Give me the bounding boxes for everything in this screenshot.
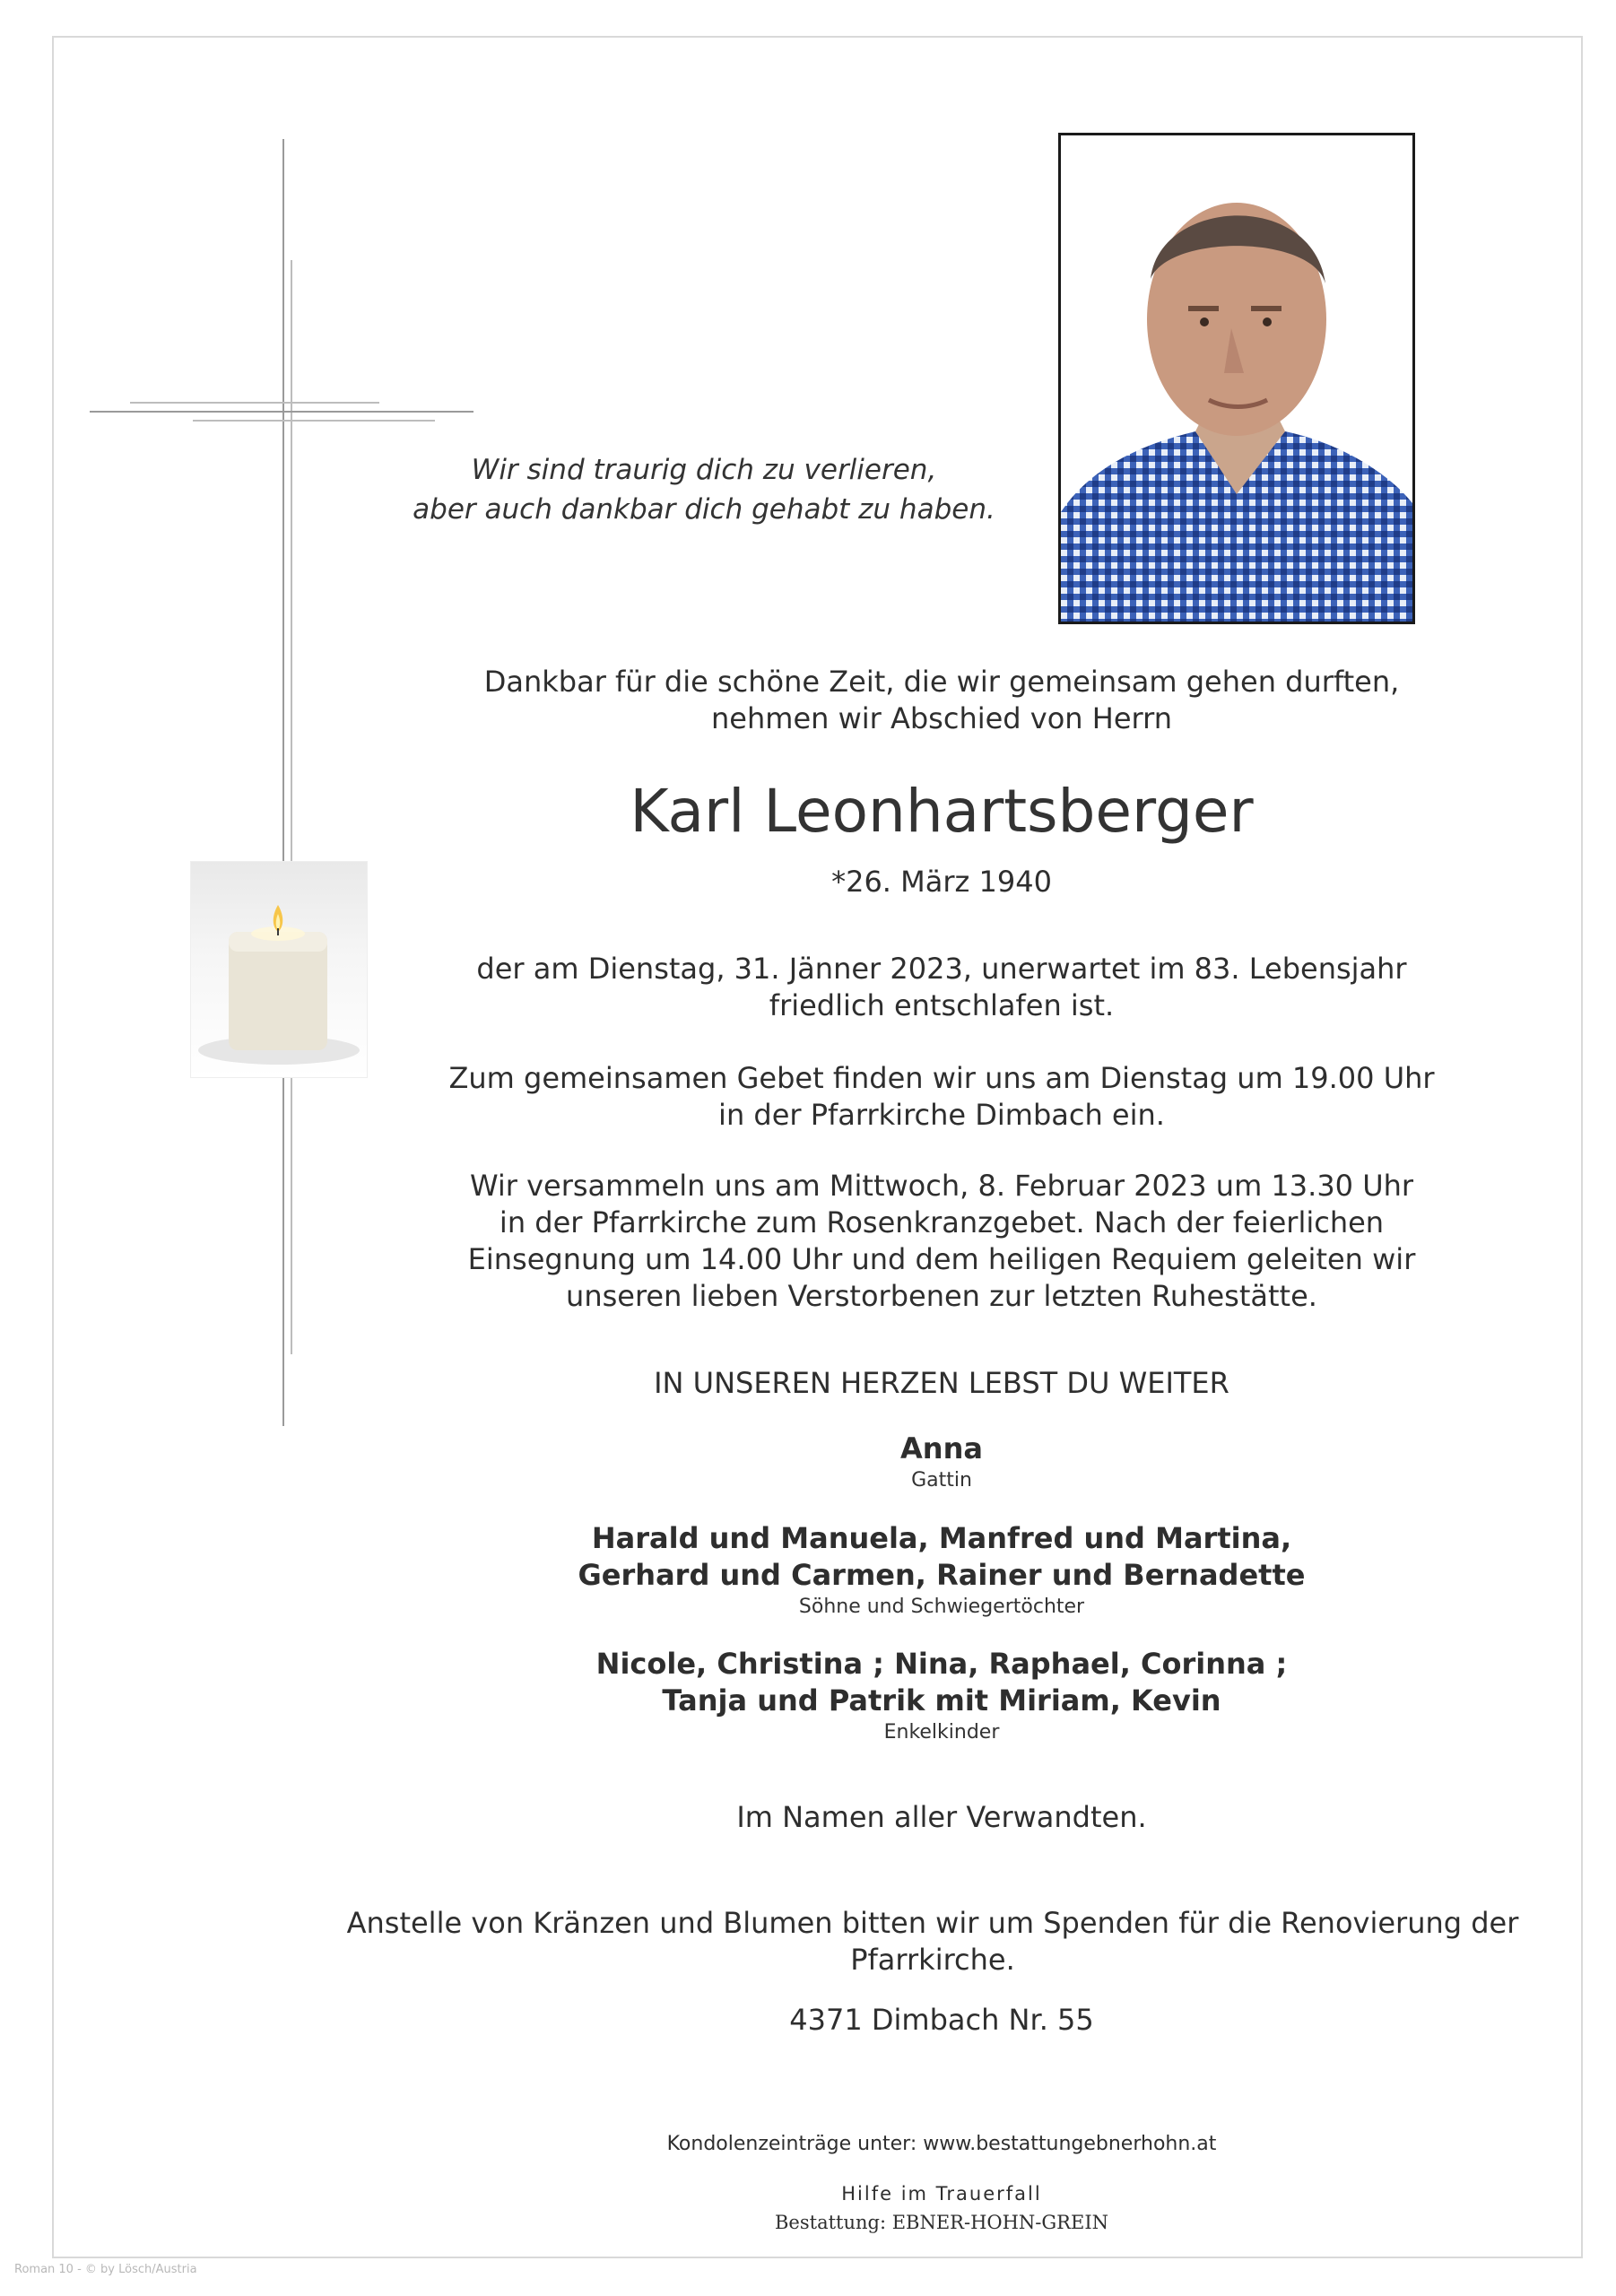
mourner-names: Tanja und Patrik mit Miriam, Kevin <box>662 1683 1221 1718</box>
mourner-names: Anna <box>900 1431 983 1465</box>
mourner-group-grandchildren <box>448 1646 1435 1746</box>
death-line-1: der am Dienstag, 31. Jänner 2023, unerwartet im 83. Lebensjahr <box>476 952 1407 986</box>
mourner-group-spouse <box>448 1431 1435 1494</box>
funeral-line-4: unseren lieben Verstorbenen zur letzten Ruhestätte. <box>566 1279 1317 1313</box>
prayer-line-2: in der Pfarrkirche Dimbach ein. <box>718 1098 1165 1132</box>
print-note: Roman 10 - © by Lösch/Austria <box>14 2263 197 2276</box>
motto: IN UNSEREN HERZEN LEBST DU WEITER <box>654 1366 1229 1400</box>
mourner-relation: Söhne und Schwiegertöchter <box>798 1596 1085 1618</box>
death-line-2: friedlich entschlafen ist. <box>769 988 1115 1022</box>
mourner-relation: Gattin <box>911 1469 972 1492</box>
portrait-photo <box>1058 133 1415 624</box>
quote-line-1: Wir sind traurig dich zu verlieren, <box>471 454 937 486</box>
funeral-line-1: Wir versammeln uns am Mittwoch, 8. Februar 2023 um 13.30 Uhr <box>469 1169 1414 1203</box>
undertaker-name: Bestattung: EBNER-HOHN-GREIN <box>775 2212 1108 2233</box>
mourner-names: Nicole, Christina ; Nina, Raphael, Corinna ; <box>595 1647 1288 1681</box>
mourner-names: Harald und Manuela, Manfred und Martina, <box>591 1521 1292 1555</box>
funeral-line-3: Einsegnung um 14.00 Uhr und dem heiligen Requiem geleiten wir <box>467 1242 1416 1276</box>
mourner-relation: Enkelkinder <box>883 1721 1000 1744</box>
address: 4371 Dimbach Nr. 55 <box>789 2003 1094 2037</box>
quote-line-2: aber auch dankbar dich gehabt zu haben. <box>413 493 995 526</box>
undertaker-tagline: Hilfe im Trauerfall <box>841 2183 1042 2205</box>
intro-line-2: nehmen wir Abschied von Herrn <box>711 701 1172 735</box>
prayer-line-1: Zum gemeinsamen Gebet finden wir uns am Dienstag um 19.00 Uhr <box>448 1061 1435 1095</box>
relatives-line: Im Namen aller Verwandten. <box>736 1800 1147 1834</box>
funeral-line-2: in der Pfarrkirche zum Rosenkranzgebet. Nach der feierlichen <box>499 1205 1385 1239</box>
donation-line: Anstelle von Kränzen und Blumen bitten wir um Spenden für die Renovierung der Pfarrkirche. <box>346 1906 1519 1977</box>
birth-date: *26. März 1940 <box>831 865 1052 899</box>
intro-line-1: Dankbar für die schöne Zeit, die wir gemeinsam gehen durften, <box>483 665 1400 699</box>
candle-image <box>190 861 368 1078</box>
mourner-names: Gerhard und Carmen, Rainer und Bernadette <box>578 1558 1306 1592</box>
mourner-group-sons <box>448 1520 1435 1621</box>
deceased-name: Karl Leonhartsberger <box>630 777 1254 846</box>
condolence-line: Kondolenzeinträge unter: www.bestattungebnerhohn.at <box>666 2133 1217 2155</box>
